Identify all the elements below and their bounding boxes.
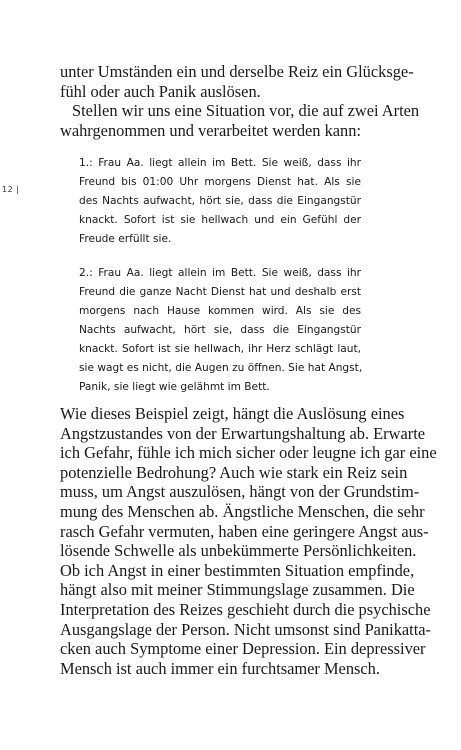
intro-text	[60, 62, 420, 140]
text-line: Angstzustandes von der Erwartungshaltung ab. Erwarte	[60, 423, 426, 443]
text-line: lösende Schwelle als unbekümmerte Persönlichkeiten.	[60, 541, 417, 561]
text-line: knackt. Sofort ist sie hellwach und ein Gefühl der	[79, 214, 361, 226]
text-line: Freund bis 01:00 Uhr morgens Dienst hat. Als sie	[79, 176, 361, 188]
text-line: Interpretation des Reizes geschieht durch die psychische	[60, 599, 431, 619]
text-line: Wie dieses Beispiel zeigt, hängt die Auslösung eines	[60, 404, 405, 423]
text-line: 1.: Frau Aa. liegt allein im Bett. Sie weiß, dass ihr	[79, 157, 361, 169]
text-line: hängt also mit meiner Stimmungslage zusammen. Die	[60, 580, 415, 600]
text-line: Freude erfüllt sie.	[79, 233, 172, 245]
text-line: 2.: Frau Aa. liegt allein im Bett. Sie weiß, dass ihr	[79, 267, 361, 279]
text-line: Freund die ganze Nacht Dienst hat und deshalb erst	[79, 286, 361, 298]
text-line: sie wagt es nicht, die Augen zu öffnen. Sie hat Angst,	[79, 362, 363, 374]
text-line: Mensch ist auch immer ein furchtsamer Mensch.	[60, 658, 380, 678]
main-paragraph	[60, 404, 437, 678]
text-line: fühl oder auch Panik auslösen.	[60, 81, 261, 101]
text-line: knackt. Sofort ist sie hellwach, ihr Herz schlägt laut,	[79, 343, 361, 355]
text-line: unter Umständen ein und derselbe Reiz ein Glücksge-	[60, 62, 414, 81]
text-line: des Nachts aufwacht, hört sie, dass die Eingangstür	[79, 195, 361, 207]
text-line: Ob ich Angst in einer bestimmten Situation empfinde,	[60, 560, 415, 580]
text-line: Stellen wir uns eine Situation vor, die auf zwei Arten	[72, 101, 420, 121]
text-line: wahrgenommen und verarbeitet werden kann:	[60, 120, 361, 140]
example-one	[79, 154, 361, 249]
text-line: mung des Menschen ab. Ängstliche Menschen, die sehr	[60, 501, 425, 521]
text-line: Ausgangslage der Person. Nicht umsonst sind Panikatta-	[60, 619, 432, 639]
text-line: potenzielle Bedrohung? Auch wie stark ein Reiz sein	[60, 462, 408, 482]
text-line: Nachts aufwacht, hört sie, dass die Eingangstür	[79, 324, 361, 336]
text-line: Panik, sie liegt wie gelähmt im Bett.	[79, 381, 270, 393]
text-line: muss, um Angst auszulösen, hängt von der Grundstim-	[60, 482, 420, 502]
text-line: ich Gefahr, fühle ich mich sicher oder leugne ich gar eine	[60, 443, 437, 463]
text-line: morgens nach Hause kommen wird. Als sie des	[79, 305, 361, 317]
example-two	[79, 264, 361, 397]
page-number: 12 |	[2, 185, 20, 194]
text-line: cken auch Symptome einer Depression. Ein depressiver	[60, 639, 426, 659]
text-line: rasch Gefahr vermuten, haben eine geringere Angst aus-	[60, 521, 429, 541]
